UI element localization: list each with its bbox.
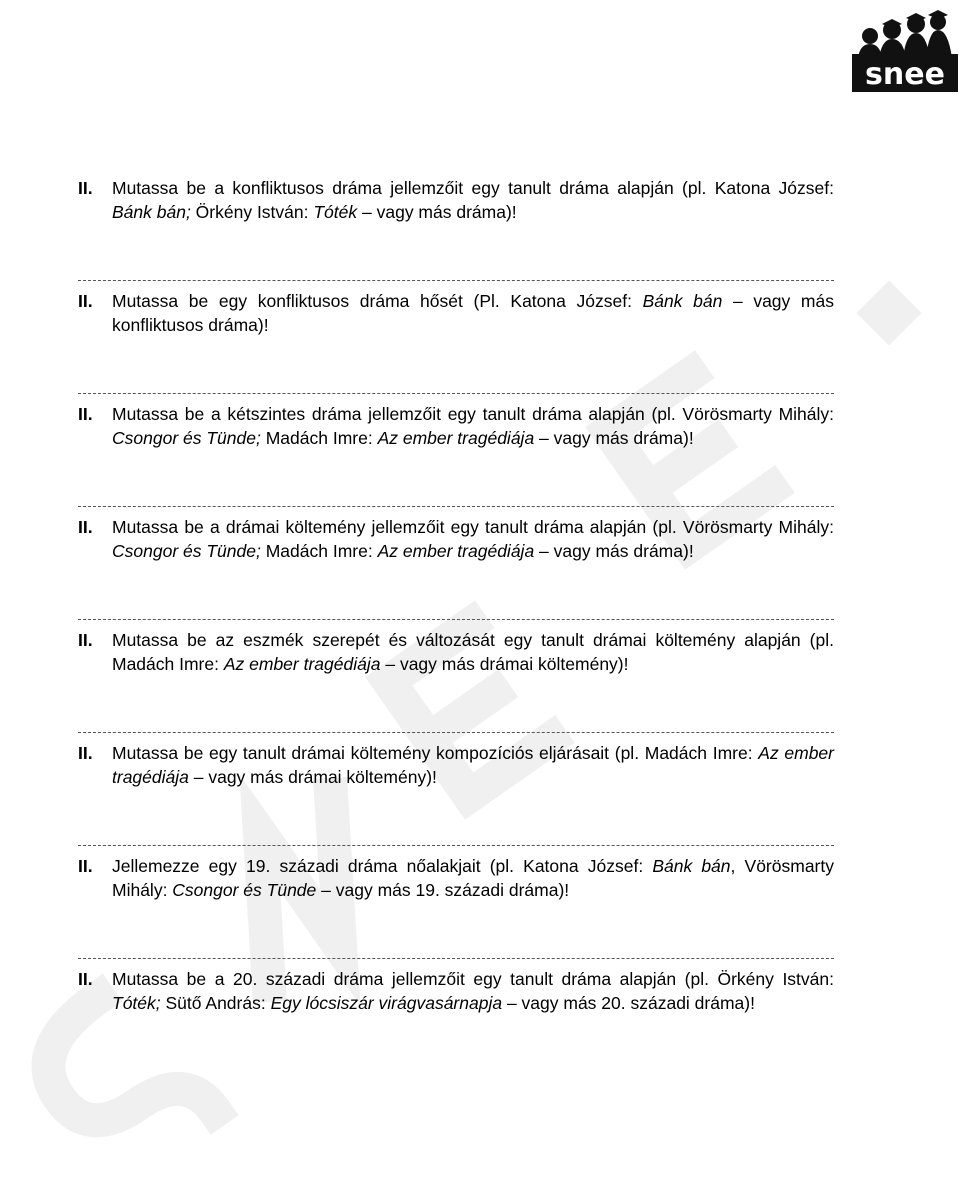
question-text: [112, 289, 834, 337]
dashed-separator: [78, 393, 834, 394]
question-text-part: Mutassa be a drámai költemény jellemzőit egy tanult dráma alapján (pl. Vörösmarty Mihály:: [112, 517, 834, 537]
question-text-part: Sütő András:: [160, 993, 271, 1013]
work-title: Bánk bán;: [112, 202, 191, 222]
question-text-part: – vagy más dráma)!: [534, 428, 694, 448]
question-text-part: – vagy más dráma)!: [357, 202, 517, 222]
dashed-separator: [78, 280, 834, 281]
question-text-part: Mutassa be a 20. századi dráma jellemzőit egy tanult dráma alapján (pl. Örkény István:: [112, 969, 834, 989]
question-number: II.: [78, 743, 93, 763]
work-title: Az ember tragédiája: [377, 541, 535, 561]
question-item: [78, 289, 834, 337]
question-number: II.: [78, 517, 93, 537]
question-number: II.: [78, 856, 93, 876]
work-title: Csongor és Tünde: [172, 880, 317, 900]
work-title: Tóték;: [112, 993, 161, 1013]
work-title: Az ember tragédiája: [112, 743, 834, 787]
question-number: II.: [78, 404, 93, 424]
question-number: II.: [78, 969, 93, 989]
question-item: [78, 515, 834, 563]
question-item: [78, 176, 834, 224]
dashed-separator: [78, 619, 834, 620]
question-text-part: Mutassa be egy tanult drámai költemény kompozíciós eljárásait (pl. Madách Imre:: [112, 743, 759, 763]
question-list: [78, 176, 834, 1015]
dashed-separator: [78, 732, 834, 733]
watermark-dot: [856, 280, 921, 345]
question-text-part: – vagy más drámai költemény)!: [188, 767, 437, 787]
work-title: Csongor és Tünde;: [112, 428, 261, 448]
work-title: Az ember tragédiája: [377, 428, 535, 448]
question-text-part: Madách Imre:: [260, 428, 378, 448]
work-title: Tóték: [313, 202, 358, 222]
question-number: II.: [78, 630, 93, 650]
question-item: [78, 741, 834, 789]
question-text: [112, 967, 834, 1015]
question-item: [78, 402, 834, 450]
question-text: [112, 628, 834, 676]
question-text-part: – vagy más 20. századi dráma)!: [502, 993, 755, 1013]
work-title: Csongor és Tünde;: [112, 541, 261, 561]
question-text: [112, 176, 834, 224]
question-item: [78, 854, 834, 902]
question-number: II.: [78, 178, 93, 198]
question-text-part: , Vörösmarty Mihály:: [112, 856, 834, 900]
work-title: Bánk bán: [652, 856, 731, 876]
question-text-part: – vagy más drámai költemény)!: [380, 654, 629, 674]
question-item: [78, 628, 834, 676]
question-text-part: Mutassa be egy konfliktusos dráma hősét (Pl. Katona József:: [112, 291, 643, 311]
question-text: [112, 402, 834, 450]
question-text: [112, 741, 834, 789]
dashed-separator: [78, 845, 834, 846]
question-text-part: – vagy más dráma)!: [534, 541, 694, 561]
snee-logo: [852, 8, 958, 92]
question-text: [112, 854, 834, 902]
dashed-separator: [78, 506, 834, 507]
question-text-part: Mutassa be az eszmék szerepét és változását egy tanult drámai költemény alapján (pl. Madách Imre:: [112, 630, 834, 674]
dashed-separator: [78, 958, 834, 959]
question-text: [112, 515, 834, 563]
question-text-part: Örkény István:: [190, 202, 314, 222]
question-text-part: Jellemezze egy 19. századi dráma nőalakjait (pl. Katona József:: [112, 856, 653, 876]
work-title: Bánk bán: [642, 291, 723, 311]
question-text-part: Mutassa be a konfliktusos dráma jellemzőit egy tanult dráma alapján (pl. Katona József:: [112, 178, 834, 198]
work-title: Egy lócsiszár virágvasárnapja: [270, 993, 503, 1013]
question-text-part: – vagy más 19. századi dráma)!: [316, 880, 570, 900]
question-text-part: – vagy más konfliktusos dráma)!: [112, 291, 834, 335]
work-title: Az ember tragédiája: [223, 654, 381, 674]
question-number: II.: [78, 291, 93, 311]
question-item: [78, 967, 834, 1015]
logo-text: snee: [865, 57, 945, 92]
question-text-part: Mutassa be a kétszintes dráma jellemzőit egy tanult dráma alapján (pl. Vörösmarty Mihály:: [112, 404, 834, 424]
question-text-part: Madách Imre:: [260, 541, 378, 561]
